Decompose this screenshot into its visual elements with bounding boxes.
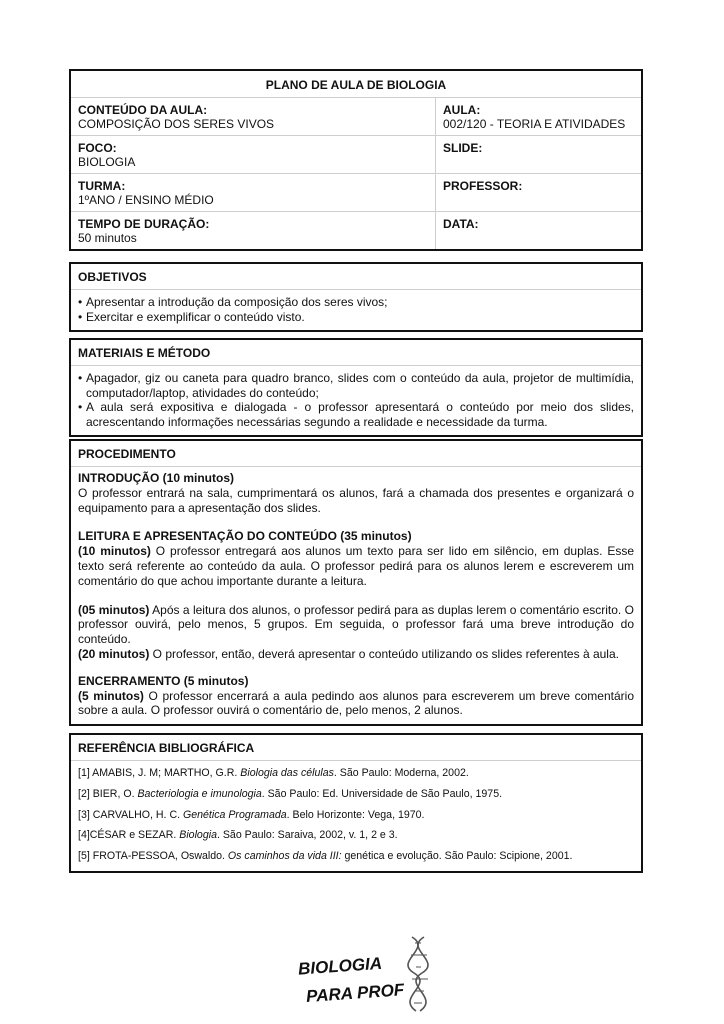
reference-item: [4]CÉSAR e SEZAR. Biologia. São Paulo: Saraiva, 2002, v. 1, 2 e 3. xyxy=(78,829,398,842)
list-item: • Exercitar e exemplificar o conteúdo visto. xyxy=(78,309,305,324)
dna-helix-icon xyxy=(290,935,440,1015)
turma-value: 1ºANO / ENSINO MÉDIO xyxy=(78,193,214,207)
procedimento-section xyxy=(69,439,643,726)
slide-label: SLIDE: xyxy=(443,141,483,155)
intro-title: INTRODUÇÃO (10 minutos) xyxy=(78,471,234,485)
materiais-heading: MATERIAIS E MÉTODO xyxy=(71,340,641,366)
logo-line-2: PARA PROF xyxy=(305,980,405,1007)
aula-label: AULA: xyxy=(443,103,481,117)
header-table xyxy=(69,69,643,251)
conteudo-label: CONTEÚDO DA AULA: xyxy=(78,103,208,117)
aula-value: 002/120 - TEORIA E ATIVIDADES xyxy=(443,117,626,131)
list-item: • A aula será expositiva e dialogada - o professor apresentará o conteúdo por meio dos slides, acrescentando informações necessárias segundo a realidade e necessidade da turma. xyxy=(78,400,634,429)
tempo-value: 50 minutos xyxy=(78,231,137,245)
objetivos-section xyxy=(69,262,643,332)
intro-text: O professor entrará na sala, cumprimentará os alunos, fará a chamada dos presentes e organizará o equipamento para a apresentação dos slides. xyxy=(78,485,634,515)
encerramento-title: ENCERRAMENTO (5 minutos) xyxy=(78,673,249,688)
conteudo-value: COMPOSIÇÃO DOS SERES VIVOS xyxy=(78,117,275,131)
referencias-heading: REFERÊNCIA BIBLIOGRÁFICA xyxy=(71,735,641,761)
reference-item: [1] AMABIS, J. M; MARTHO, G.R. Biologia das células. São Paulo: Moderna, 2002. xyxy=(78,767,469,779)
procedimento-heading: PROCEDIMENTO xyxy=(71,441,641,467)
biologia-para-prof-logo xyxy=(290,935,440,1015)
turma-label: TURMA: xyxy=(78,179,126,193)
logo-line-1: BIOLOGIA xyxy=(297,953,383,979)
list-item: • Apagador, giz ou caneta para quadro branco, slides com o conteúdo da aula, projetor de multimídia, computador/laptop, atividades do conteúdo; xyxy=(78,371,634,400)
header-row-foco xyxy=(71,136,641,174)
materiais-section xyxy=(69,338,643,437)
reference-item: [2] BIER, O. Bacteriologia e imunologia. São Paulo: Ed. Universidade de São Paulo, 1975. xyxy=(78,787,503,800)
reference-item: [5] FROTA-PESSOA, Oswaldo. Os caminhos da vida III: genética e evolução. São Paulo: Scipione, 2001. xyxy=(78,850,573,863)
encerramento-paragraph: (5 minutos) O professor encerrará a aula pedindo aos alunos para escreverem um breve comentário sobre a aula. O professor ouvirá o comentário de, pelo menos, 2 alunos. xyxy=(78,688,634,718)
header-row-tempo xyxy=(71,212,641,249)
header-row-conteudo xyxy=(71,98,641,136)
foco-label: FOCO: xyxy=(78,141,117,155)
reference-item: [3] CARVALHO, H. C. Genética Programada. Belo Horizonte: Vega, 1970. xyxy=(78,808,425,821)
professor-label: PROFESSOR: xyxy=(443,179,523,193)
referencias-section xyxy=(69,733,643,873)
header-row-turma xyxy=(71,174,641,212)
leitura-paragraph-1: (10 minutos) O professor entregará aos alunos um texto para ser lido em silêncio, em duplas. Esse texto será referente ao conteúdo da aula. O professor pedirá para os alunos lerem e escreverem um comentário do que achou importante durante a leitura. xyxy=(78,544,634,588)
tempo-label: TEMPO DE DURAÇÃO: xyxy=(78,217,210,231)
objetivos-heading: OBJETIVOS xyxy=(71,264,641,290)
foco-value: BIOLOGIA xyxy=(78,155,136,169)
list-item: • Apresentar a introdução da composição dos seres vivos; xyxy=(78,295,388,309)
data-label: DATA: xyxy=(443,217,479,231)
page-title: PLANO DE AULA DE BIOLOGIA xyxy=(71,71,641,98)
leitura-paragraph-2: (05 minutos) Após a leitura dos alunos, o professor pedirá para as duplas lerem o comentário escrito. O professor ouvirá, pelo menos, 5 grupos. Em seguida, o professor fará uma breve introdução do conteúdo. xyxy=(78,602,634,647)
leitura-paragraph-3: (20 minutos) O professor, então, deverá apresentar o conteúdo utilizando os slides referentes à aula. xyxy=(78,646,619,661)
leitura-title: LEITURA E APRESENTAÇÃO DO CONTEÚDO (35 minutos) xyxy=(78,529,412,544)
